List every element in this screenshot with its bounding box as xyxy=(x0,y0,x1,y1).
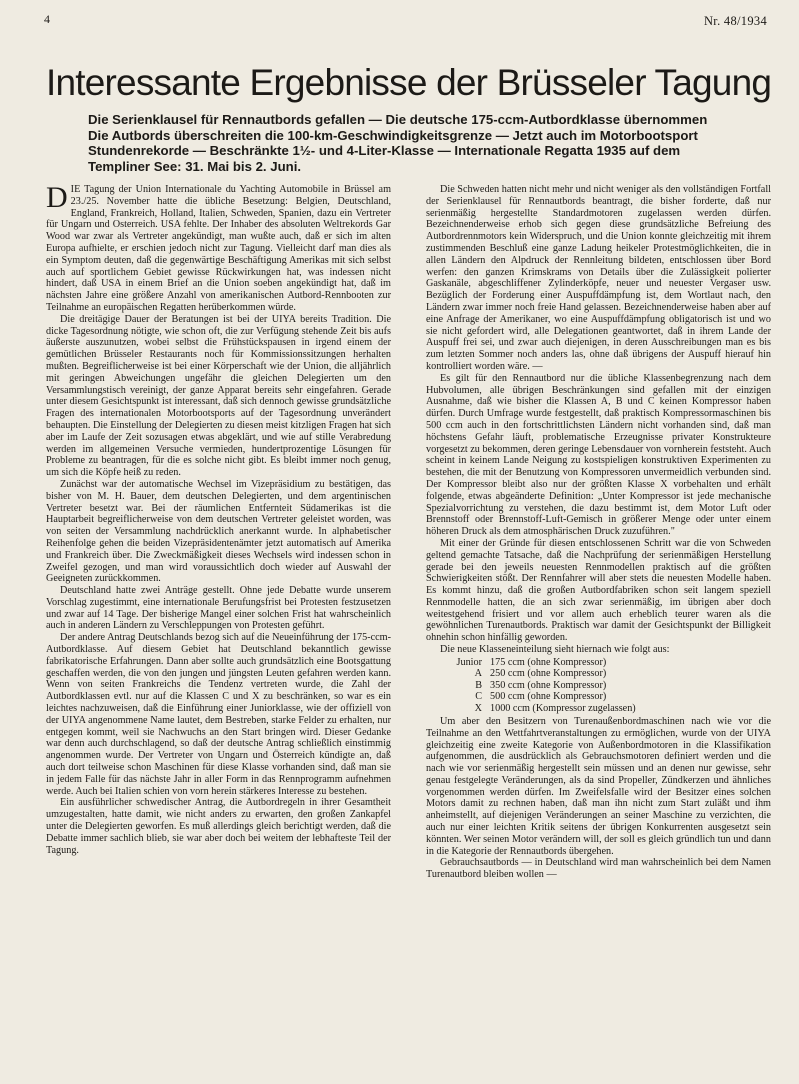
subhead-line: Stundenrekorde — Beschränkte 1½- und 4-Liter-Klasse — Internationale Regatta 1935 auf dem xyxy=(88,143,681,158)
page-number: 4 xyxy=(44,12,50,26)
class-spec: 250 ccm (ohne Kompressor) xyxy=(490,668,607,680)
class-name: C xyxy=(475,691,482,703)
issue-number: Nr. 48/1934 xyxy=(703,14,767,28)
subhead-line: Die Autbords überschreiten die 100-km-Geschwindigkeitsgrenze — Jetzt auch im Motorbootsport xyxy=(88,127,698,143)
class-name: Junior xyxy=(456,656,482,668)
right-column xyxy=(426,184,771,881)
paragraph-text: IE Tagung der Union Internationale du Yachting Automobile in Brüssel am 23./25. November hatte die übliche Besetzung: Belgien, Deutschland, England, Frankreich, Holland, Italien, Schweden, Spanien, dazu ein Vertreter für Ungarn und Osterreich. USA fehlte. Der Inhaber des absoluten Weltrekords Gar Wood war zwar als Vertreter angekündigt, man wußte auch, daß er sich im alten Europa aufhielte, er erschien jedoch nicht zur Tagung. Vielleicht darf man dies als ein Symptom deuten, daß die gegenwärtige Beschäftigung Amerikas mit sich selbst auch auf sportlichem Gebiet gewisse Rückwirkungen hat, was indessen nicht hindert, daß USA in einem Brief an die Union soeben angekündigt hat, daß im nächsten Jahre eine größere Anzahl von amerikanischen Autbord-Rennbooten zur Teilnahme an europäischen Regatten herüberkommen würde. xyxy=(46,184,391,313)
subhead-line: Die Serienklausel für Rennautbords gefallen — Die deutsche 175-ccm-Autbordklasse übernommen xyxy=(88,112,708,127)
class-row xyxy=(426,703,771,714)
left-column xyxy=(46,181,391,856)
paragraph: Die dreitägige Dauer der Beratungen ist bei der UIYA bereits Tradition. Die dicke Tagesordnung nötigte, wie schon oft, die zur Verfügung stehende Zeit bis aufs äußerste auszunutzen, wobei selbst die Frühstückspausen in irgend einem der gemütlichen Brüsseler Restaurants noch für Kommissionssitzungen herhalten mußten. Begreiflicherweise ist bei einer Körperschaft wie der Union, die alljährlich mit geringen Abweichungen ungefähr die gleichen Delegierten um den Versammlungstisch vereinigt, der ganze Apparat bereits sehr eingefahren. Gerade unter diesem Gesichtspunkt ist interessant, daß sich dennoch gewisse grundsätzliche Fragen des internationalen Motorbootsports auf der Tagesordnung unverändert behaupten. Die Einstellung der Delegierten zu diesen meist kitzligen Fragen hat sich aber im Laufe der Zeit sozusagen etwas abgeklärt, und wie auf stille Verabredung werden im allgemeinen Versuche vermieden, hundertprozentige Lösungen für Probleme zu beantragen, für die es solche nicht gibt. Es bleibt immer noch genug, um sich die Köpfe heiß zu reden. xyxy=(46,313,391,479)
paragraph: Es gilt für den Rennautbord nur die übliche Klassenbegrenzung nach dem Hubvolumen, alle übrigen Beschränkungen sind gefallen mit der einzigen Ausnahme, daß wie bisher die Klassen A, B und C keinen Kompressor haben dürfen. Durch Umfrage wurde festgestellt, daß praktisch Kompressormaschinen bis 500 ccm auch in den fortschrittlichsten Ländern nicht vorhanden sind, daß man höchstens Gefahr läuft, problematische Erzeugnisse privater Konstrukteure vorgesetzt zu bekommen, deren geringe Lebensdauer von vornherein feststeht. Auch scheint in keinem Lande Neigung zu kostspieligen konstruktiven Experimenten zu bestehen, die mit der Benutzung von Kompressoren unvermeidlich verbunden sind. Der Kompressor bleibt also nur der größten Klasse X vorbehalten und erhält folgende, etwas abgeänderte Definition: „Unter Kompressor ist jede mechanische Spezialvorrichtung zu verstehen, die dazu bestimmt ist, dem Motor Luft oder Brennstoff oder Brennstoff-Luft-Gemisch in größerer Menge oder unter einem höheren Druck als dem atmosphärischen Druck zuzuführen." xyxy=(426,372,771,538)
class-row xyxy=(426,657,771,668)
paragraph: Um aber den Besitzern von Turenaußenbordmaschinen nach wie vor die Teilnahme an den Wettfahrtveranstaltungen zu ermöglichen, wurde von der UIYA gleichzeitig eine zweite Kategorie von Außenbordmotoren in die Klassifikation aufgenommen, die ausdrücklich als Gebrauchsmotoren definiert werden und die nach wie vor serienmäßig hergestellt sein müssen und an denen nur gewisse, sehr genau festgelegte Veränderungen, als da sind Propeller, Zündkerzen und ähnliches vorgenommen werden dürfen. Im Zweifelsfalle wird der Besitzer eines solchen Motors damit zu rechnen haben, daß man ihn nicht zum Start zuläßt und ihm anheimstellt, auf diejenigen Veränderungen an seiner Maschine zu verzichten, die auch nur einer leichten Kritik seitens der übrigen Konkurrenten ausgesetzt sein könnten. Wer seinen Motor verändern will, der soll es gleich gründlich tun und dann in die Kategorie der Rennautbords übergehen. xyxy=(426,715,771,857)
class-spec: 500 ccm (ohne Kompressor) xyxy=(490,691,607,703)
paragraph: Deutschland hatte zwei Anträge gestellt. Ohne jede Debatte wurde unserem Vorschlag zugestimmt, eine internationale Berufungsfrist bei Protesten festzusetzen und zwar auf 14 Tage. Der bisherige Mangel einer solchen Frist hat wahrscheinlich auch in anderen Ländern zu Verschleppungen von Protesten geführt. xyxy=(46,585,391,632)
paragraph: Der andere Antrag Deutschlands bezog sich auf die Neueinführung der 175-ccm-Autbordklasse. Auf diesem Gebiet hat Deutschland bekanntlich gewisse fabrikatorische Erfahrungen. Dann aber sollte auch grundsätzlich eine Bootsgattung geschaffen werden, die von den jungen und jüngsten Leuten gefahren werden kann. Wenn von seiten Frankreichs die Tendenz vertreten wurde, die Zahl der Autbordklassen evtl. nur auf die Klassen C und X zu beschränken, so war es ein leichtes nachzuweisen, daß die Einführung einer Juniorklasse, wie der offiziell von der UIYA angenommene Name lautet, dem Bestreben, starke Felder zu erhalten, nur entgegen kommt, weil sie Nachwuchs an den Start bringen wird. Dieser Gedanke war denn auch durchschlagend, so daß der deutsche Antrag schließlich einstimmig angenommen wurde. Der Vertreter von Ungarn und Österreich kündigte an, daß auch dort teilweise schon Maschinen für diese Klasse vorhanden sind, daß man sie in jedem Falle für das nächste Jahr in aller Form in das Rennprogramm aufnehmen werde. Auch bei Italien schien von vorn herein stärkeres Interesse zu bestehen. xyxy=(46,632,391,797)
class-name: B xyxy=(475,679,482,691)
paragraph: Die neue Klasseneinteilung sieht hiernach wie folgt aus: xyxy=(440,644,670,656)
class-spec: 1000 ccm (Kompressor zugelassen) xyxy=(490,702,636,714)
opening-paragraph xyxy=(46,181,391,314)
class-row xyxy=(426,668,771,679)
class-spec: 350 ccm (ohne Kompressor) xyxy=(490,679,607,691)
class-name: A xyxy=(474,668,482,680)
paragraph: Die Schweden hatten nicht mehr und nicht weniger als den vollständigen Fortfall der Serienklausel für Rennautbords beantragt, die bisher forderte, daß nur serienmäßig hergestellte Standardmotoren zugelassen werden dürfen. Bezeichnenderweise erhob sich gegen diese grundsätzliche Befreiung des Autbordrennmotors kein Widerspruch, und die Union konnte gleichzeitig mit ihrem zustimmenden Beschluß eine ganze Ladung heikeler Protestmöglichkeiten, die in allen Ländern den Alpdruck der Rennleitung bildeten, entschlossen über Bord werfen: den ganzen Krimskrams von Details über die Zulässigkeit polierter Gaskanäle, abgeschliffener Zylinderköpfe, neuer und neuester Vergaser usw. Bezüglich der Forderung einer Auspuffdämpfung ist, dem Wortlaut nach, den Ländern zwar immer noch freie Hand gelassen. Bezeichnenderweise haben aber auf eine Anfrage der Amerikaner, wo eine Auspuffdämpfung obligatorisch ist und wo sie nicht gefordert wird, alle Delegationen geantwortet, daß in ihrem Lande der Auspuff frei sei, und zwar auch diejenigen, in deren Ausschreibungen man es bis zum letzten Sommer noch anders las, ohne daß übrigens der Auspuff hierauf hin kontrolliert worden wäre. — xyxy=(426,184,771,372)
class-name: X xyxy=(474,702,482,714)
paragraph: Zunächst war der automatische Wechsel im Vizepräsidium zu bestätigen, das bisher von M. H. Bauer, dem deutschen Delegierten, und dem argentinischen Vertreter besetzt war. Bei der räumlichen Entfernteit Südamerikas ist die Hauptarbeit begreiflicherweise von dem deutschen Vertreter geleistet worden, was von seiten der Versammlung nachdrücklich anerkannt wurde. In alphabetischer Reihenfolge gehen die beiden Vizepräsidentenämter jetzt automatisch auf Amerika und Frankreich über. Die Zweckmäßigkeit dieses Wechsels wird indessen schon in Zweifel gezogen, und man wird voraussichtlich doch wieder auf Auswahl der Geeigneten zurückkommen. xyxy=(46,478,391,585)
article-subhead xyxy=(88,112,768,174)
paragraph: Ein ausführlicher schwedischer Antrag, die Autbordregeln in ihrer Gesamtheit umzugestalten, hatte damit, wie nicht anders zu erwarten, den großen Zankapfel unter die Delegierten geworfen. Es muß allerdings gleich berichtigt werden, daß die Debatte immer sachlich blieb, sie war aber doch bei weitem der lebhafteste Teil der Tagung. xyxy=(46,797,391,856)
class-spec: 175 ccm (ohne Kompressor) xyxy=(490,656,607,668)
class-row xyxy=(426,680,771,691)
drop-cap: D xyxy=(46,181,68,214)
class-row xyxy=(426,691,771,702)
subhead-line: Templiner See: 31. Mai bis 2. Juni. xyxy=(88,158,302,174)
article-headline: Interessante Ergebnisse der Brüsseler Tagung xyxy=(46,62,772,103)
paragraph: Gebrauchsautbords — in Deutschland wird man wahrscheinlich bei dem Namen Turenautbord bleiben wollen — xyxy=(426,857,771,881)
paragraph: Mit einer der Gründe für diesen entschlossenen Schritt war die von Schweden geltend gemachte Tatsache, daß die Nachprüfung der serienmäßigen Herstellung gerade bei den jeweils neuesten Rennmodellen praktisch auf die größten Schwierigkeiten stößt. Der Rennfahrer will aber stets die neuesten Modelle haben. Es kommt hinzu, daß die großen Autbordfabriken schon seit langem speziell Rennmodelle hatten, die an sich zwar serienmäßig, im übrigen aber doch weitestgehend frisiert und vor allem auch erheblich teurer waren als die gewöhnlichen Turenautbords. Praktisch war damit der Gesichtspunkt der Billigkeit ohnehin schon hinfällig geworden. xyxy=(426,537,771,644)
class-table xyxy=(426,657,771,714)
